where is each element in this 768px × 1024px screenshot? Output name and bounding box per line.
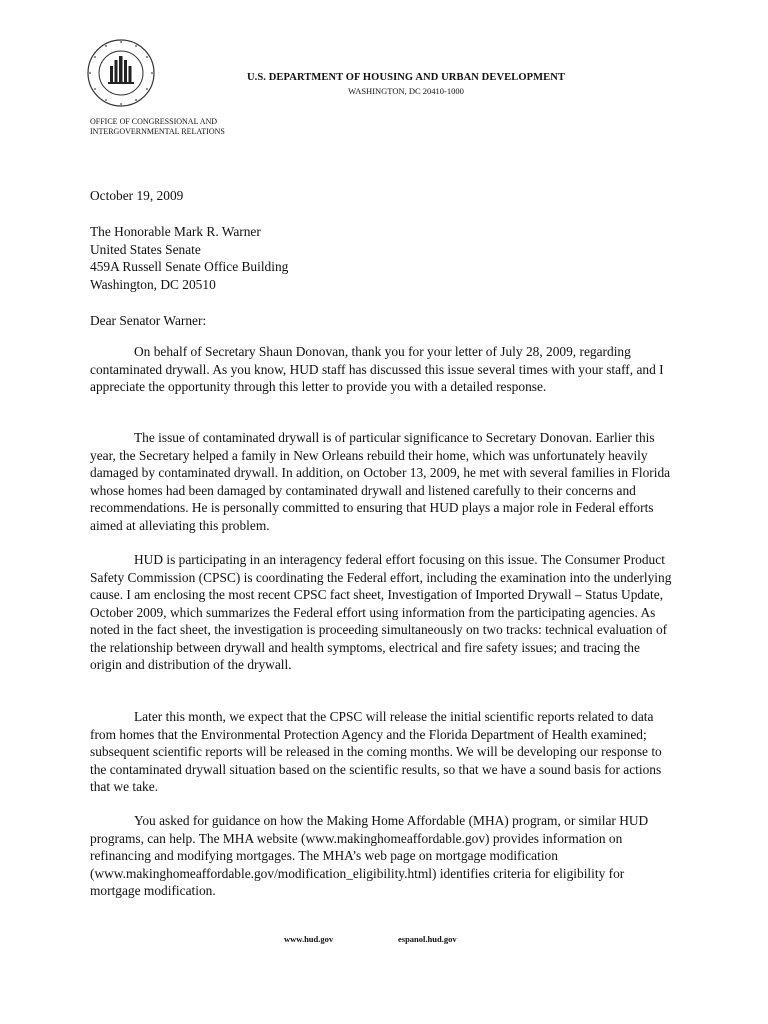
footer-website: www.hud.gov (284, 934, 334, 944)
office-line-2: INTERGOVERNMENTAL RELATIONS (90, 127, 225, 136)
recipient-name: The Honorable Mark R. Warner (90, 224, 261, 239)
paragraph-2: The issue of contaminated drywall is of particular significance to Secretary Donovan. Earlier this year, the Secretary helped a family in New Orleans rebuild their home, which was unfortunately heavily damaged by contaminated drywall. In addition, on October 13, 2009, he met with several families in Florida whose homes had been damaged by contaminated drywall and listened carefully to their concerns and recommendations. He is personally committed to ensuring that HUD plays a major role in Federal efforts aimed at alleviating this problem. (90, 430, 671, 533)
paragraph-4: Later this month, we expect that the CPSC will release the initial scientific reports related to data from homes that the Environmental Protection Agency and the Florida Department of Health examined; subsequent scientific reports will be released in the coming months. We will be developing our response to the contaminated drywall situation based on the scientific results, so that we have a sound basis for actions that we take. (90, 709, 662, 794)
department-title: U.S. DEPARTMENT OF HOUSING AND URBAN DEVELOPMENT (246, 72, 566, 83)
recipient-address (90, 223, 673, 293)
office-line-1: OFFICE OF CONGRESSIONAL AND (90, 117, 218, 126)
paragraph-1: On behalf of Secretary Shaun Donovan, thank you for your letter of July 28, 2009, regarding contaminated drywall. As you know, HUD staff has discussed this issue several times with your staff, and I appreciate the opportunity through this letter to provide you with a detailed response. (90, 344, 664, 394)
office-name (90, 117, 225, 137)
footer-espanol-website: espanol.hud.gov (398, 934, 457, 944)
paragraph-3: HUD is participating in an interagency federal effort focusing on this issue. The Consumer Product Safety Commission (CPSC) is coordinating the Federal effort, including the examination into the underlying cause. I am enclosing the most recent CPSC fact sheet, Investigation of Imported Drywall – Status Update, October 2009, which summarizes the Federal effort using information from the participating agencies. As noted in the fact sheet, the investigation is proceeding simultaneously on two tracks: technical evaluation of the relationship between drywall and health symptoms, electrical and fire safety issues; and tracing the origin and distribution of the drywall. (90, 552, 672, 672)
letter-date: October 19, 2009 (90, 188, 184, 203)
recipient-org: United States Senate (90, 241, 201, 257)
recipient-city: Washington, DC 20510 (90, 276, 216, 292)
paragraph-5: You asked for guidance on how the Making Home Affordable (MHA) program, or similar HUD programs, can help. The MHA website (www.makinghomeaffordable.gov) provides information on refinancing and modifying mortgages. The MHA’s web page on mortgage modification (www.makinghomeaffordable.gov/modification_eligibility.html) identifies criteria for eligibility for mortgage modification. (90, 813, 649, 898)
department-address: WASHINGTON, DC 20410-1000 (348, 86, 464, 96)
hud-seal-icon (86, 38, 156, 108)
recipient-building: 459A Russell Senate Office Building (90, 259, 289, 274)
hud-seal-logo (86, 38, 156, 108)
salutation: Dear Senator Warner: (90, 313, 207, 328)
